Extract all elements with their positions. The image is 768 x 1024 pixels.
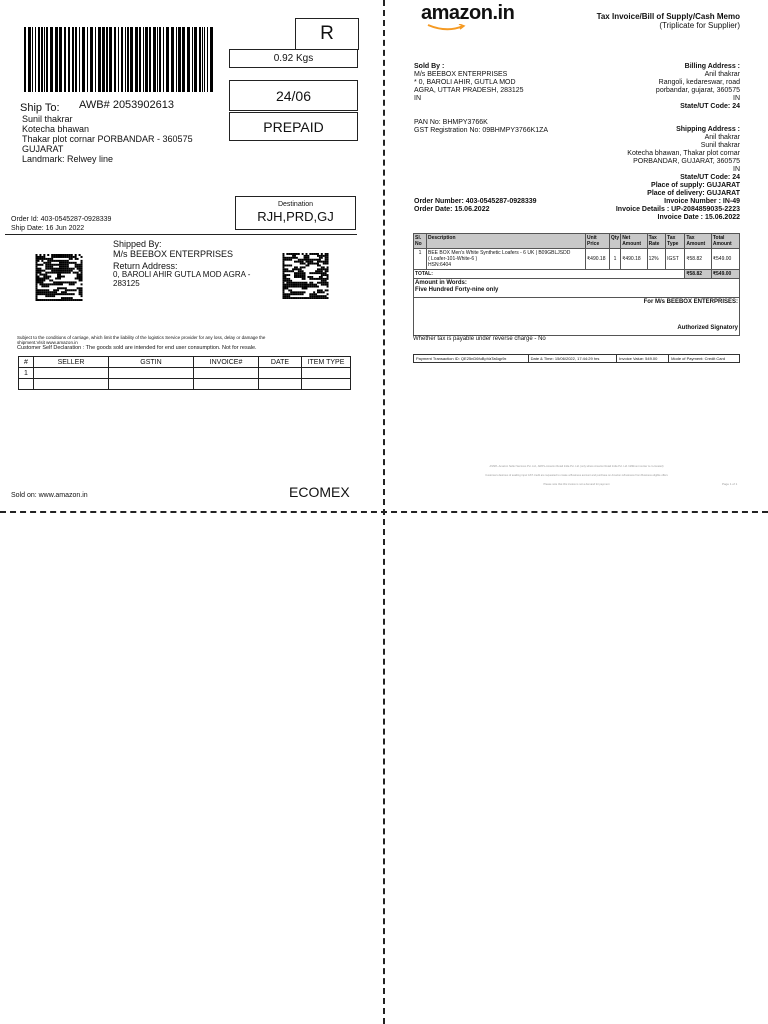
invoice-footer bbox=[413, 462, 740, 489]
billing-line: porbandar, gujarat, 360575 bbox=[655, 87, 740, 94]
amount-words-label: Amount in Words: bbox=[415, 280, 467, 286]
shipped-by-label: Shipped By: bbox=[113, 239, 162, 249]
terms-line: shipment.Visit www.amazon.in bbox=[17, 340, 78, 345]
invoice-info bbox=[616, 198, 740, 222]
item-net-amount: ₹490.18 bbox=[621, 249, 647, 270]
shipping-line: PORBANDAR, GUJARAT, 360575 bbox=[633, 158, 740, 165]
authorized-signatory: Authorized Signatory bbox=[677, 325, 738, 331]
item-desc-line: BEE BOX Men's White Synthetic Loafers - 6 UK | B09GBLJSDD bbox=[428, 250, 571, 256]
invoice-header: Net Amount bbox=[621, 234, 647, 249]
destination-box bbox=[235, 196, 356, 230]
ship-to-line: Sunil thakrar bbox=[22, 114, 73, 124]
payment-mode-box bbox=[229, 112, 358, 141]
table-row bbox=[414, 249, 740, 270]
ship-to-address bbox=[22, 114, 193, 164]
tax-ids bbox=[414, 119, 548, 135]
weight-value: 0.92 Kgs bbox=[273, 53, 314, 64]
invoice-header: Qty bbox=[609, 234, 620, 249]
billing-label: Billing Address : bbox=[684, 63, 740, 70]
item-qty: 1 bbox=[609, 249, 620, 270]
item-total-amount: ₹549.00 bbox=[711, 249, 739, 270]
sold-by-line: IN bbox=[414, 95, 421, 102]
table-cell bbox=[194, 379, 259, 390]
table-cell: 1 bbox=[19, 368, 34, 379]
awb-barcode bbox=[24, 27, 216, 92]
sold-by-line: * 0, BAROLI AHIR, GUTLA MOD bbox=[414, 79, 516, 86]
total-tax: ₹58.82 bbox=[685, 270, 712, 279]
declaration-header: SELLER bbox=[34, 357, 109, 368]
place-of-delivery: Place of delivery: GUJARAT bbox=[647, 190, 740, 197]
awb-number: AWB# 2053902613 bbox=[79, 99, 174, 111]
sold-by-label: Sold By : bbox=[414, 63, 445, 70]
carriage-terms bbox=[17, 335, 265, 352]
invoice-subtitle: (Triplicate for Supplier) bbox=[659, 21, 740, 30]
shipping-address bbox=[627, 126, 740, 198]
place-of-supply: Place of supply: GUJARAT bbox=[651, 182, 740, 189]
table-cell bbox=[34, 368, 109, 379]
return-address bbox=[113, 270, 250, 288]
table-cell bbox=[259, 379, 302, 390]
declaration-header-row bbox=[19, 357, 351, 368]
shipping-line: IN bbox=[733, 166, 740, 173]
payment-mode: PREPAID bbox=[263, 118, 324, 135]
sold-on: Sold on: www.amazon.in bbox=[11, 492, 88, 499]
shipping-line: Kotecha bhawan, Thakar plot cornar bbox=[627, 150, 740, 157]
table-row bbox=[19, 379, 351, 390]
payment-transaction-id: Payment Transaction ID: QE25nD6fuBpVaTa6qp9x bbox=[414, 355, 529, 363]
signatory-box bbox=[413, 296, 740, 336]
declaration-header: # bbox=[19, 357, 34, 368]
shipping-label: Shipping Address : bbox=[676, 126, 740, 133]
item-sl: 1 bbox=[414, 249, 427, 270]
terms-line: Customer Self Declaration : The goods sold are intended for end user consumption. Not for resale. bbox=[17, 345, 257, 351]
order-info bbox=[414, 198, 537, 214]
billing-state: State/UT Code: 24 bbox=[680, 103, 740, 110]
return-line: 0, BAROLI AHIR GUTLA MOD AGRA - bbox=[113, 270, 251, 279]
terms-line: Subject to the conditions of carriage, which limit the liability of the logistics Service provider for any loss, delay or damage the bbox=[17, 335, 266, 340]
return-address-label: Return Address: bbox=[113, 261, 178, 271]
sold-by bbox=[414, 63, 524, 103]
amazon-smile-icon bbox=[427, 24, 467, 32]
table-row bbox=[19, 368, 351, 379]
item-desc-line: HSN:6404 bbox=[428, 262, 452, 268]
right-datamatrix-code bbox=[282, 253, 329, 299]
weight-box bbox=[229, 49, 358, 68]
gst-number: GST Registration No: 09BHMPY3766K1ZA bbox=[414, 127, 549, 134]
amazon-logo bbox=[421, 2, 514, 25]
amount-words: Five Hundred Forty-nine only bbox=[415, 287, 499, 293]
payment-table bbox=[413, 354, 740, 363]
shipping-line: Sunil thakrar bbox=[700, 142, 740, 149]
invoice-heading bbox=[597, 12, 740, 30]
order-number: Order Number: 403-0545287-0928339 bbox=[414, 198, 537, 205]
invoice-header-row bbox=[414, 234, 740, 249]
left-datamatrix-code bbox=[34, 254, 84, 301]
invoice-header: Tax Rate bbox=[647, 234, 666, 249]
for-seller: For M/s BEEBOX ENTERPRISES: bbox=[643, 299, 738, 305]
route-code-box bbox=[295, 18, 359, 50]
shipped-by-name: M/s BEEBOX ENTERPRISES bbox=[113, 249, 234, 259]
sold-by-line: M/s BEEBOX ENTERPRISES bbox=[414, 71, 508, 78]
date-code-box bbox=[229, 80, 358, 111]
sold-by-line: AGRA, UTTAR PRADESH, 283125 bbox=[414, 87, 524, 94]
declaration-header: ITEM TYPE bbox=[302, 357, 351, 368]
ship-to-label: Ship To: bbox=[20, 102, 60, 114]
order-id: Order Id: 403-0545287-0928339 bbox=[11, 216, 112, 223]
invoice-header: Total Amount bbox=[711, 234, 739, 249]
item-description bbox=[427, 249, 586, 270]
table-cell bbox=[194, 368, 259, 379]
item-tax-amount: ₹58.82 bbox=[685, 249, 712, 270]
declaration-header: GSTIN bbox=[109, 357, 194, 368]
payment-mode: Mode of Payment: Credit Card bbox=[669, 355, 740, 363]
destination-code: RJH,PRD,GJ bbox=[257, 209, 334, 224]
order-date: Order Date: 15.06.2022 bbox=[414, 206, 490, 213]
invoice-details: Invoice Details : UP-2084859035-2223 bbox=[615, 206, 740, 213]
table-row bbox=[414, 355, 740, 363]
self-declaration-table bbox=[18, 356, 351, 390]
reverse-charge: Whether tax is payable under reverse charge - No bbox=[413, 336, 546, 342]
invoice-title: Tax Invoice/Bill of Supply/Cash Memo bbox=[596, 12, 740, 21]
ship-to-line: Kotecha bhawan bbox=[22, 124, 90, 134]
carrier-name: ECOMEX bbox=[289, 484, 350, 500]
shipping-line: Anil thakrar bbox=[704, 134, 740, 141]
invoice-items-table bbox=[413, 233, 740, 279]
ship-to-line: Landmark: Relwey line bbox=[22, 154, 114, 164]
ship-date: Ship Date: 16 Jun 2022 bbox=[11, 225, 85, 232]
invoice-header: Unit Price bbox=[586, 234, 610, 249]
footer-line: ASSPL-Amazon Seller Services Pvt. Ltd., ARIPL-Amazon Retail India Pvt. Ltd. (only where Amazon Retail India Pvt. Ltd. fulfillment center is co-located) bbox=[489, 465, 664, 468]
invoice-header: Sl. No bbox=[414, 234, 427, 249]
footer-line: Customers desirous of availing input GST credit are requested to create a Business account and purchase on Amazon.in/business from Business eligible offers bbox=[485, 474, 668, 477]
ship-to-line: Thakar plot cornar PORBANDAR - 360575 bbox=[22, 134, 193, 144]
footer-line: Please note that this invoice is not a demand for payment bbox=[543, 483, 610, 486]
destination-label: Destination bbox=[277, 201, 314, 208]
horizontal-cut-line bbox=[0, 511, 768, 513]
invoice-number: Invoice Number : IN-49 bbox=[664, 198, 740, 205]
table-cell bbox=[34, 379, 109, 390]
date-code: 24/06 bbox=[275, 87, 312, 104]
table-cell bbox=[259, 368, 302, 379]
route-code: R bbox=[320, 23, 334, 44]
invoice-header: Description bbox=[427, 234, 586, 249]
billing-address bbox=[656, 63, 740, 111]
return-line: 283125 bbox=[113, 279, 140, 288]
table-cell bbox=[302, 379, 351, 390]
item-desc-line: ( Loafer-101-White-6 ) bbox=[428, 256, 478, 262]
ship-to-line: GUJARAT bbox=[22, 144, 64, 154]
table-cell bbox=[109, 379, 194, 390]
invoice-header: Tax Amount bbox=[685, 234, 712, 249]
invoice-header: Tax Type bbox=[666, 234, 685, 249]
shipping-state: State/UT Code: 24 bbox=[680, 174, 740, 181]
declaration-header: DATE bbox=[259, 357, 302, 368]
table-cell bbox=[19, 379, 34, 390]
invoice-date: Invoice Date : 15.06.2022 bbox=[657, 214, 740, 221]
page-number: Page 1 of 1 bbox=[722, 482, 738, 486]
billing-line: Anil thakrar bbox=[704, 71, 740, 78]
billing-line: IN bbox=[733, 95, 740, 102]
total-label: TOTAL: bbox=[414, 270, 685, 279]
pan-number: PAN No: BHMPY3766K bbox=[414, 119, 488, 126]
invoice-value: Invoice Value: 549.00 bbox=[617, 355, 669, 363]
billing-line: Rangoli, kedareswar, road bbox=[658, 79, 740, 86]
amount-words-box bbox=[413, 278, 740, 298]
amazon-logo-text: amazon.in bbox=[421, 2, 515, 24]
total-amount: ₹549.00 bbox=[711, 270, 739, 279]
item-tax-rate: 12% bbox=[647, 249, 666, 270]
declaration-header: INVOICE# bbox=[194, 357, 259, 368]
table-cell bbox=[109, 368, 194, 379]
label-divider bbox=[5, 234, 357, 235]
item-unit-price: ₹490.18 bbox=[586, 249, 610, 270]
item-tax-type: IGST bbox=[666, 249, 685, 270]
table-cell bbox=[302, 368, 351, 379]
payment-datetime: Date & Time: 15/06/2022, 17:44:29 hrs bbox=[528, 355, 617, 363]
